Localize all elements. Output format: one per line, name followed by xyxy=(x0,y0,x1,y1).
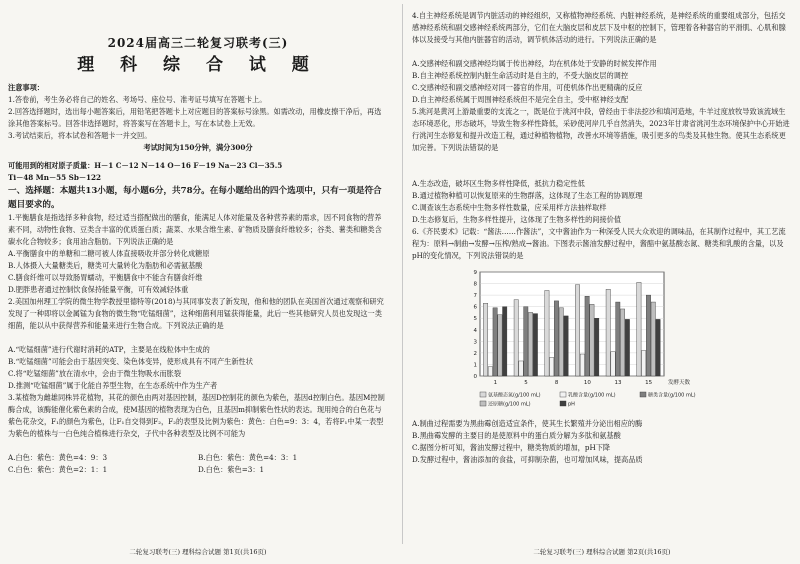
question-1-stem: 1.平衡膳食是指选择多种食物，经过适当搭配做出的膳食，能满足人体对能量及各种营养素的需求，因不同食物的营养素不同，动物性食物、豆类含丰富的优质蛋白质；蔬菜、水果含维生素、矿物质及膳食纤维较多；谷类、薯类和糖类含碳水化合物较多；食用油含脂肪。下列说法正确的是 xyxy=(8,213,382,246)
question-3-options-row2 xyxy=(8,464,388,476)
question-1-option-c: C.膳食纤维可以导致肠胃蠕动，平衡膳食中不能含有膳食纤维 xyxy=(8,273,203,282)
y-tick-label: 0 xyxy=(473,374,477,380)
question-2-option-d: D.推测“吃锰细菌”属于化能自养型生物，在生态系统中作为生产者 xyxy=(8,381,218,390)
bar xyxy=(651,302,655,376)
question-5-option-a: A.生态改造，破坏区生物多样性降低，抵抗力稳定性低 xyxy=(412,179,585,188)
bar xyxy=(575,285,579,376)
question-4-option-a: A.交感神经和副交感神经均属于传出神经，均在机体处于安静的时候发挥作用 xyxy=(412,59,657,68)
bar xyxy=(559,308,563,376)
notice-item: 1.答卷前，考生务必将自己的姓名、考场号、座位号、准考证号填写在答题卡上。 xyxy=(8,95,267,104)
bar xyxy=(514,300,518,376)
question-2-stem: 2.美国加州理工学院的微生物学教授里德特等(2018)与其同事发表了新发现，他和他的团队在美国首次通过观察和研究发现了一种即将以金属锰为食物的微生物“吃锰细菌”，这种细菌利用锰获得能量，此后一些其他研究人员也发现这一类细菌，能以从中获得营养和能量来进行生物合成。下列说法正确的是 xyxy=(8,297,384,330)
bar xyxy=(533,314,537,376)
x-tick-label: 5 xyxy=(524,380,528,386)
x-tick-label: 8 xyxy=(554,380,559,386)
question-2-option-b: B.“吃锰细菌”可能会由于基因突变、染色体变异，使形成具有不同产生新性状 xyxy=(8,357,253,366)
question-1-option-b: B.人体摄入大量糖类后，糖类可大量转化为脂肪和必需氨基酸 xyxy=(8,261,203,270)
bar xyxy=(528,312,532,376)
bar xyxy=(519,361,523,376)
bar xyxy=(611,352,615,376)
y-tick-label: 5 xyxy=(473,316,477,323)
page-footer: 二轮复习联考(三) 理科综合试题 第1页(共16页) xyxy=(129,548,267,556)
section-heading: 一、选择题：本题共13小题，每小题6分，共78分。在每小题给出的四个选项中，只有一项是符合题目要求的。 xyxy=(8,186,382,210)
y-tick-label: 7 xyxy=(473,293,477,300)
y-tick-label: 2 xyxy=(473,350,477,357)
bar xyxy=(493,308,497,376)
legend-label: pH xyxy=(568,401,575,408)
notice-item: 3.考试结束后，将本试卷和答题卡一并交回。 xyxy=(8,131,152,140)
bar xyxy=(625,319,629,376)
bar xyxy=(498,315,502,376)
atomic-mass: 可能用到的相对原子质量：H－1 C－12 N－14 O－16 F－19 Na－23 Cl－35.5 xyxy=(8,161,283,170)
bar xyxy=(595,318,599,376)
x-axis-label: 发酵天数 xyxy=(668,380,691,386)
legend-label: 糖类含量(g/100 mL) xyxy=(648,392,696,399)
notice-item: 2.回答选择题时，选出每小题答案后，用铅笔把答题卡上对应题目的答案标号涂黑。如需改动，用橡皮擦干净后，再选涂其他答案标号。回答非选择题时，将答案写在答题卡上，写在本试卷上无效。 xyxy=(8,107,382,128)
question-4-option-d: D.自主神经系统属于周围神经系统但不是完全自主，受中枢神经支配 xyxy=(412,95,629,104)
question-5-stem: 5.洮河是黄河上游最重要的支流之一，既是位于洮河中段，曾经由于非法挖沙和填河造地，牛羊过度放牧导致该流域生态环境恶化，形态破坏，导致生物多样性降低，采砂使河岸几乎自然消失，2023年甘肃省洮河生态环境保护中心开始进行洮河生态修复和提升改造工程，通过种植物植物，改善水环境等措施，吸引更多的鸟类及其他生物。使其生态系统更加完善。下列说法错误的是 xyxy=(412,107,790,152)
exam-title: 2024届高三二轮复习联考(三) xyxy=(107,36,289,50)
atomic-mass-cont: Ti－48 Mn－55 Sb－122 xyxy=(8,173,102,182)
question-3-option-c: C.白色：紫色：黄色=2：1：1 xyxy=(8,465,108,474)
question-3-option-d: D.白色：紫色=3：1 xyxy=(198,465,265,474)
legend-swatch xyxy=(640,392,646,397)
question-1-option-a: A.平衡膳食中的单糖和二糖可被人体直接吸收并部分转化成糖原 xyxy=(8,249,210,258)
page-footer: 二轮复习联考(三) 理科综合试题 第2页(共16页) xyxy=(533,548,671,556)
bar xyxy=(545,290,549,376)
bar xyxy=(554,301,558,376)
legend-swatch xyxy=(560,392,566,397)
question-3-options-row1 xyxy=(8,452,388,464)
fermentation-chart xyxy=(458,266,708,416)
bar xyxy=(483,303,487,376)
page-2 xyxy=(408,0,796,564)
bar xyxy=(637,282,641,376)
legend-swatch xyxy=(480,392,486,397)
question-3-stem: 3.某植物为雌雄同株异花植物，其花的颜色由两对基因控制，基因D控制花的颜色为紫色，基因d控制白色。基因M控制酶合成，该酶能催化紫色素的合成，使M基因的植物表现为白色，且基因m抑制紫色性状的表达。现用纯合的白色花与紫色花杂交，F₁的颜色为紫色，让F₁自交得到F₂，F₂的表型及比例为紫色：黄色：白色=9：3：4，若将F₁中某一表型为紫色的植株与一白色纯合植株进行杂交，子代中各种表型及比例不可能为 xyxy=(8,393,385,438)
x-tick-label: 1 xyxy=(493,380,498,386)
legend-label: 氨基酸态氮(g/100 mL) xyxy=(488,392,541,399)
legend-swatch xyxy=(560,401,566,406)
question-6-option-d: D.发酵过程中，酱油添加的食盐，可抑制杂菌，也可增加风味，提高品质 xyxy=(412,455,643,464)
bar xyxy=(503,307,507,376)
question-6-option-b: B.黑曲霉发酵的主要目的是使原料中的蛋白质分解为多肽和氨基酸 xyxy=(412,431,621,440)
bar xyxy=(549,358,553,376)
exam-subject-title: 理 科 综 合 试 题 xyxy=(77,55,319,75)
question-4-stem: 4.自主神经系统是调节内脏活动的神经组织，又称植物神经系统、内脏神经系统，是神经系统的重要组成部分，包括交感神经系统和副交感神经系统两部分，它们在大脑皮层和皮层下及中枢的控制下，管理着各种器官的平滑肌、心肌和腺体以及接受与其他内脏器官的活动，调节机体活动的进行。下列说法正确的是 xyxy=(412,11,786,44)
bar xyxy=(585,296,589,376)
fermentation-chart-svg xyxy=(458,266,708,416)
x-tick-label: 10 xyxy=(583,380,591,386)
question-5-option-c: C.调查该生态系统中生物多样性数量，应采用样方法抽样取样 xyxy=(412,203,607,212)
bar xyxy=(616,302,620,376)
legend-swatch xyxy=(480,401,486,406)
bar xyxy=(606,289,610,376)
question-3-option-a: A.白色：紫色：黄色=4：9：3 xyxy=(8,453,108,462)
y-tick-label: 9 xyxy=(473,270,477,276)
y-tick-label: 4 xyxy=(473,327,477,334)
x-tick-label: 15 xyxy=(645,380,653,386)
legend-label: 乳酸含量(g/100 mL) xyxy=(568,392,616,399)
question-5-option-b: B.通过植物种植可以恢复原来的生物群落，这体现了生态工程的协调原理 xyxy=(412,191,643,200)
question-5-option-d: D.生态修复后，生物多样性提升，这体现了生物多样性的间接价值 xyxy=(412,215,622,224)
bar xyxy=(524,307,528,376)
question-4-option-b: B.自主神经系统控制内脏生命活动时是自主的，不受大脑皮层的调控 xyxy=(412,71,629,80)
plot-area xyxy=(480,272,664,376)
y-tick-label: 3 xyxy=(473,339,477,346)
y-tick-label: 1 xyxy=(473,362,477,369)
question-4-option-c: C.交感神经和副交感神经对同一器官的作用，可使机体作出更精确的反应 xyxy=(412,83,643,92)
bar xyxy=(488,367,492,376)
bar xyxy=(646,295,650,376)
question-6-option-a: A.制曲过程需要为黑曲霉创造适宜条件，使其生长繁殖并分泌出相应的酶 xyxy=(412,419,643,428)
notice-heading: 注意事项： xyxy=(8,83,44,92)
question-6-stem: 6.《齐民要术》记载：“酱法……作酱法”，文中酱油作为一种深受人民大众欢迎的调味品，在其制作过程中，其工艺流程为：原料→制曲→发酵→压榨/熟成→酱油。下图表示酱油发酵过程中，酱醅中氨基酸态氮、糖类和乳酸的含量，以及pH的变化情况，下列说法错误的是 xyxy=(412,227,786,260)
page-1 xyxy=(4,0,392,564)
question-1-option-d: D.肥胖患者通过控制饮食保持能量平衡，可有效减轻体重 xyxy=(8,285,189,294)
question-6-option-c: C.据图分析可知，酱油发酵过程中，糖类物质的增加，pH下降 xyxy=(412,443,611,452)
question-2-option-a: A.“吃锰细菌”进行代谢时消耗的ATP，主要是在线粒体中生成的 xyxy=(8,345,210,354)
bar xyxy=(641,351,645,376)
bar xyxy=(590,304,594,376)
bar xyxy=(564,316,568,376)
exam-time: 考试时间为150分钟，满分300分 xyxy=(143,143,253,152)
question-2-option-c: C.将“吃锰细菌”放在清水中，会由于微生物吸水而胀裂 xyxy=(8,369,182,378)
column-divider xyxy=(402,4,403,544)
y-tick-label: 8 xyxy=(473,281,477,288)
question-3-option-b: B.白色：紫色：黄色=4：3：1 xyxy=(198,453,298,462)
bar xyxy=(620,309,624,376)
y-tick-label: 6 xyxy=(473,304,477,311)
legend-label: 还原糖(g/100 mL) xyxy=(488,401,531,408)
bar xyxy=(580,354,584,376)
bar xyxy=(656,319,660,376)
x-tick-label: 13 xyxy=(614,380,622,386)
